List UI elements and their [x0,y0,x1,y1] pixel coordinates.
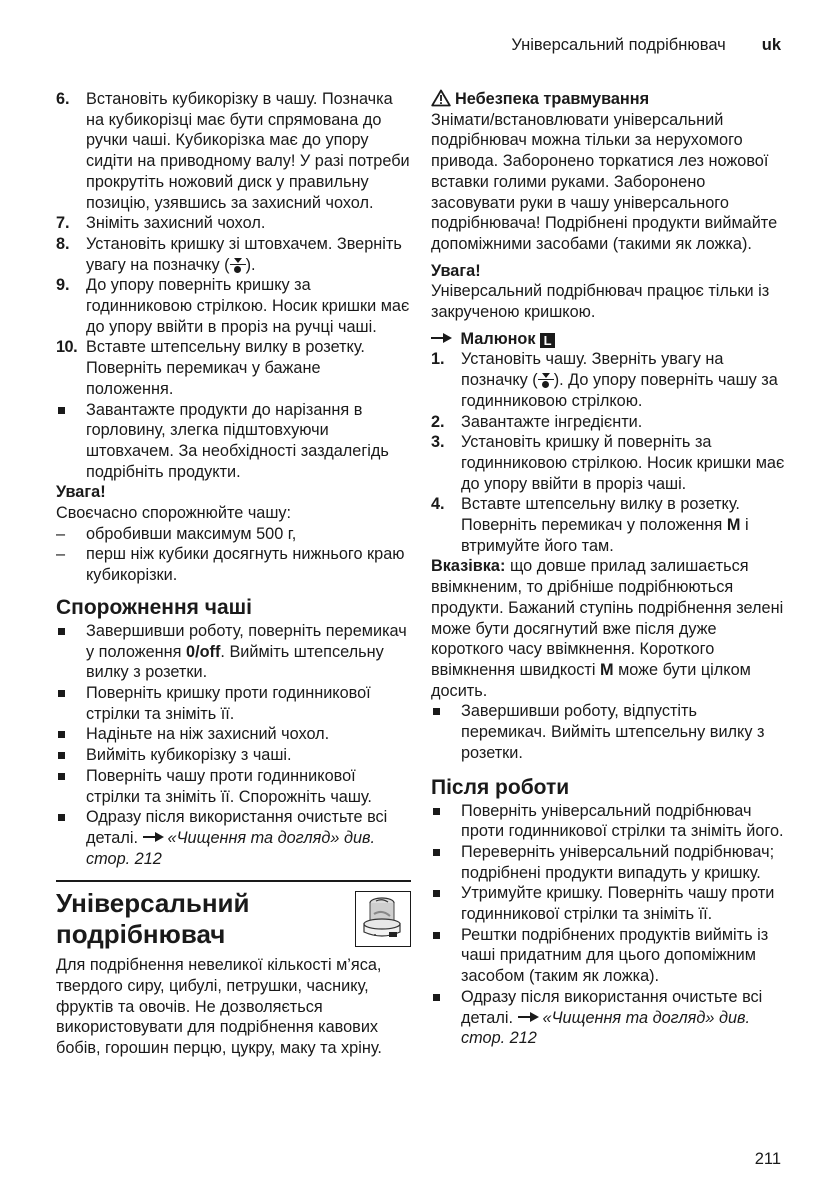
bullet-text: Поверніть універсальний подрібнювач проти годинникової стрілки та зніміть його. [461,801,784,841]
text: що довше прилад залишається ввімкненим, то дрібніше подрібнюються продукти. Бажаний ступінь подрібнення зелені може бути досягнутий вже після дуже короткого часу ввімкнення. Короткого ввімкнення швидкості [431,557,784,679]
bullet-item [431,701,786,763]
dash-item [56,544,411,585]
step-4 [431,494,786,556]
text: може бути цілком досить. [431,660,751,700]
dash-item [56,524,411,545]
text: Завершивши роботу, поверніть перемикач у положення [86,621,407,661]
language-code: uk [761,36,781,54]
bullet-text: Поверніть чашу проти годинникової стрілки та зніміть її. Спорожніть чашу. [86,766,372,806]
text: Одразу після використання очистьте всі деталі. [86,808,388,847]
step-text [86,234,411,275]
bullet-item [431,987,786,1049]
warning-triangle-icon [431,89,451,107]
step-number: 6. [56,90,70,108]
right-column [431,89,786,1049]
bullet-item [56,621,411,683]
text: Одразу після використання очистьте всі деталі. [461,987,763,1027]
step-number: 3. [431,433,445,452]
text: . Вийміть штепсельну вилку з розетки. [86,642,384,682]
step-text: Завантажте інгредієнти. [461,412,643,431]
bullet-text: Вийміть кубикорізку з чаші. [86,746,292,765]
step-number: 9. [56,276,70,295]
bullet-square-icon [431,925,461,987]
bullet-square-icon [56,400,86,483]
bullet-square-icon [56,766,86,807]
bullet-item [56,400,411,483]
step-number: 7. [56,214,70,233]
cross-reference-link[interactable]: «Чищення та догляд» див. стор. 212 [461,1008,751,1048]
figure-badge: L [540,333,555,348]
step-10 [56,337,411,399]
text: Установіть кришку зі штовхачем. Зверніть увагу на позначку ( [86,234,402,274]
step-2 [431,412,786,433]
step-text: До упору поверніть кришку за годинниковою стрілкою. Носик кришки має до упору ввійти в проріз на ручці чаші. [86,276,410,336]
attention-text: Своєчасно спорожнюйте чашу: [56,504,292,523]
bullet-square-icon [56,745,86,766]
bullet-text [86,807,411,869]
grinder-intro: Для подрібнення невеликої кількості м’яса, твердого сиру, цибулі, петрушки, часнику, фруктів та овочів. Не дозволяється використовувати для подрібнення кавових бобів, горошин перцю, цукру, маку та хріну. [56,956,382,1058]
bullet-square-icon [431,987,461,1049]
heading-line: Універсальний [56,888,250,919]
bullet-square-icon [431,842,461,883]
arrow-right-icon [518,1012,540,1022]
figure-reference [431,329,786,350]
step-text: Вставте штепсельну вилку в розетку. Поверніть перемикач у бажане положення. [86,338,365,398]
bullet-text: Завершивши роботу, відпустіть перемикач. Вийміть штепсельну вилку з розетки. [461,702,765,762]
bullet-item [56,766,411,807]
bullet-item [56,807,411,869]
switch-position: 0/off [186,642,221,661]
danger-heading [431,89,786,110]
step-number: 4. [431,495,445,514]
bullet-item [56,745,411,766]
bullet-text: Поверніть кришку проти годинникової стрілки та зніміть її. [86,683,371,723]
header-title: Універсальний подрібнювач [511,36,726,54]
bullet-square-icon [56,807,86,869]
alignment-mark-icon [230,258,246,272]
speed-m: M [600,660,614,679]
section-heading-after-use: Після роботи [431,775,570,799]
arrow-right-icon [431,333,453,343]
danger-heading-text: Небезпека травмування [455,90,650,108]
grinder-attachment-icon [355,891,411,947]
step-6 [56,89,411,213]
bullet-item [431,883,786,924]
running-header [511,36,781,55]
section-heading-emptying: Спорожнення чаші [56,595,252,619]
note-label: Вказівка: [431,557,506,576]
step-7 [56,213,411,234]
text: ). До упору поверніть чашу за годинниковою стрілкою. [461,371,778,410]
danger-text: Знімати/встановлювати універсальний подрібнювач можна тільки за нерухомого привода. Заборонено торкатися лез ножової вставки голими руками. Заборонено засовувати руки в чашу універсального подрібнювача! Подрібнені продукти виймайте допоміжними засобами (такими як ложка). [431,110,778,253]
section-grinder [56,880,411,950]
step-number: 8. [56,234,70,253]
attention-label: Увага! [431,261,481,280]
dash-text: перш ніж кубики досягнуть нижнього краю кубикорізки. [86,545,405,585]
dash-icon: – [56,524,66,543]
bullet-square-icon [56,724,86,745]
bullet-text: Утримуйте кришку. Поверніть чашу проти годинникової стрілки та зніміть її. [461,884,775,924]
bullet-square-icon [56,621,86,683]
bullet-text [86,621,411,683]
note [431,556,786,701]
figure-label: Малюнок [460,329,536,348]
text: Установіть чашу. Зверніть увагу на позначку ( [461,350,724,390]
step-text: Встановіть кубикорізку в чашу. Позначка на кубикорізці має бути спрямована до ручки чаші. Кубикорізка має до упору сидіти на приводному валу! У разі потреби прокрутіть ножовий диск у правильну позицію, узявшись за захисний чохол. [86,90,410,212]
bullet-text: Надіньте на ніж захисний чохол. [86,725,330,744]
cross-reference-link[interactable]: «Чищення та догляд» див. стор. 212 [86,828,376,868]
bullet-text [461,987,786,1049]
text: Вставте штепсельну вилку в розетку. Поверніть перемикач у положення [461,495,740,535]
step-text: Зніміть захисний чохол. [86,214,266,233]
step-number: 2. [431,412,445,431]
bullet-text: Рештки подрібнених продуктів вийміть із чаші придатним для цього допоміжним засобом (таким як ложка). [461,925,769,986]
bullet-square-icon [431,701,461,763]
bullet-item [431,801,786,842]
switch-position: M [726,516,741,535]
step-text: Установіть кришку й поверніть за годинниковою стрілкою. Носик кришки має до упору ввійти в проріз чаші. [461,433,785,493]
page-number: 211 [754,1150,781,1168]
step-number: 10. [56,338,78,357]
step-9 [56,275,411,337]
dash-text: обробивши максимум 500 г, [86,524,297,543]
dash-icon: – [56,545,66,564]
bullet-item [431,925,786,987]
step-8 [56,234,411,275]
arrow-right-icon [143,832,165,842]
step-number: 1. [431,350,445,369]
alignment-mark-icon [538,373,554,387]
bullet-square-icon [431,883,461,924]
step-text [461,349,786,411]
bullet-text: Переверніть універсальний подрібнювач; подрібнені продукти випадуть у кришку. [461,842,775,882]
bullet-text: Завантажте продукти до нарізання в горловину, злегка підштовхуючи штовхачем. За необхідності заздалегідь подрібніть продукти. [86,400,389,481]
step-3 [431,432,786,494]
bullet-item [56,683,411,724]
step-1 [431,349,786,411]
text: і втримуйте його там. [461,516,749,555]
bullet-square-icon [56,683,86,724]
left-column [56,89,411,1059]
bullet-square-icon [431,801,461,842]
attention-text: Універсальний подрібнювач працює тільки із закрученою кришкою. [431,282,770,322]
step-text [461,494,786,556]
heading-line: подрібнювач [56,919,226,950]
attention-label: Увага! [56,483,106,502]
bullet-item [56,724,411,745]
text: ). [245,255,256,274]
bullet-item [431,842,786,883]
